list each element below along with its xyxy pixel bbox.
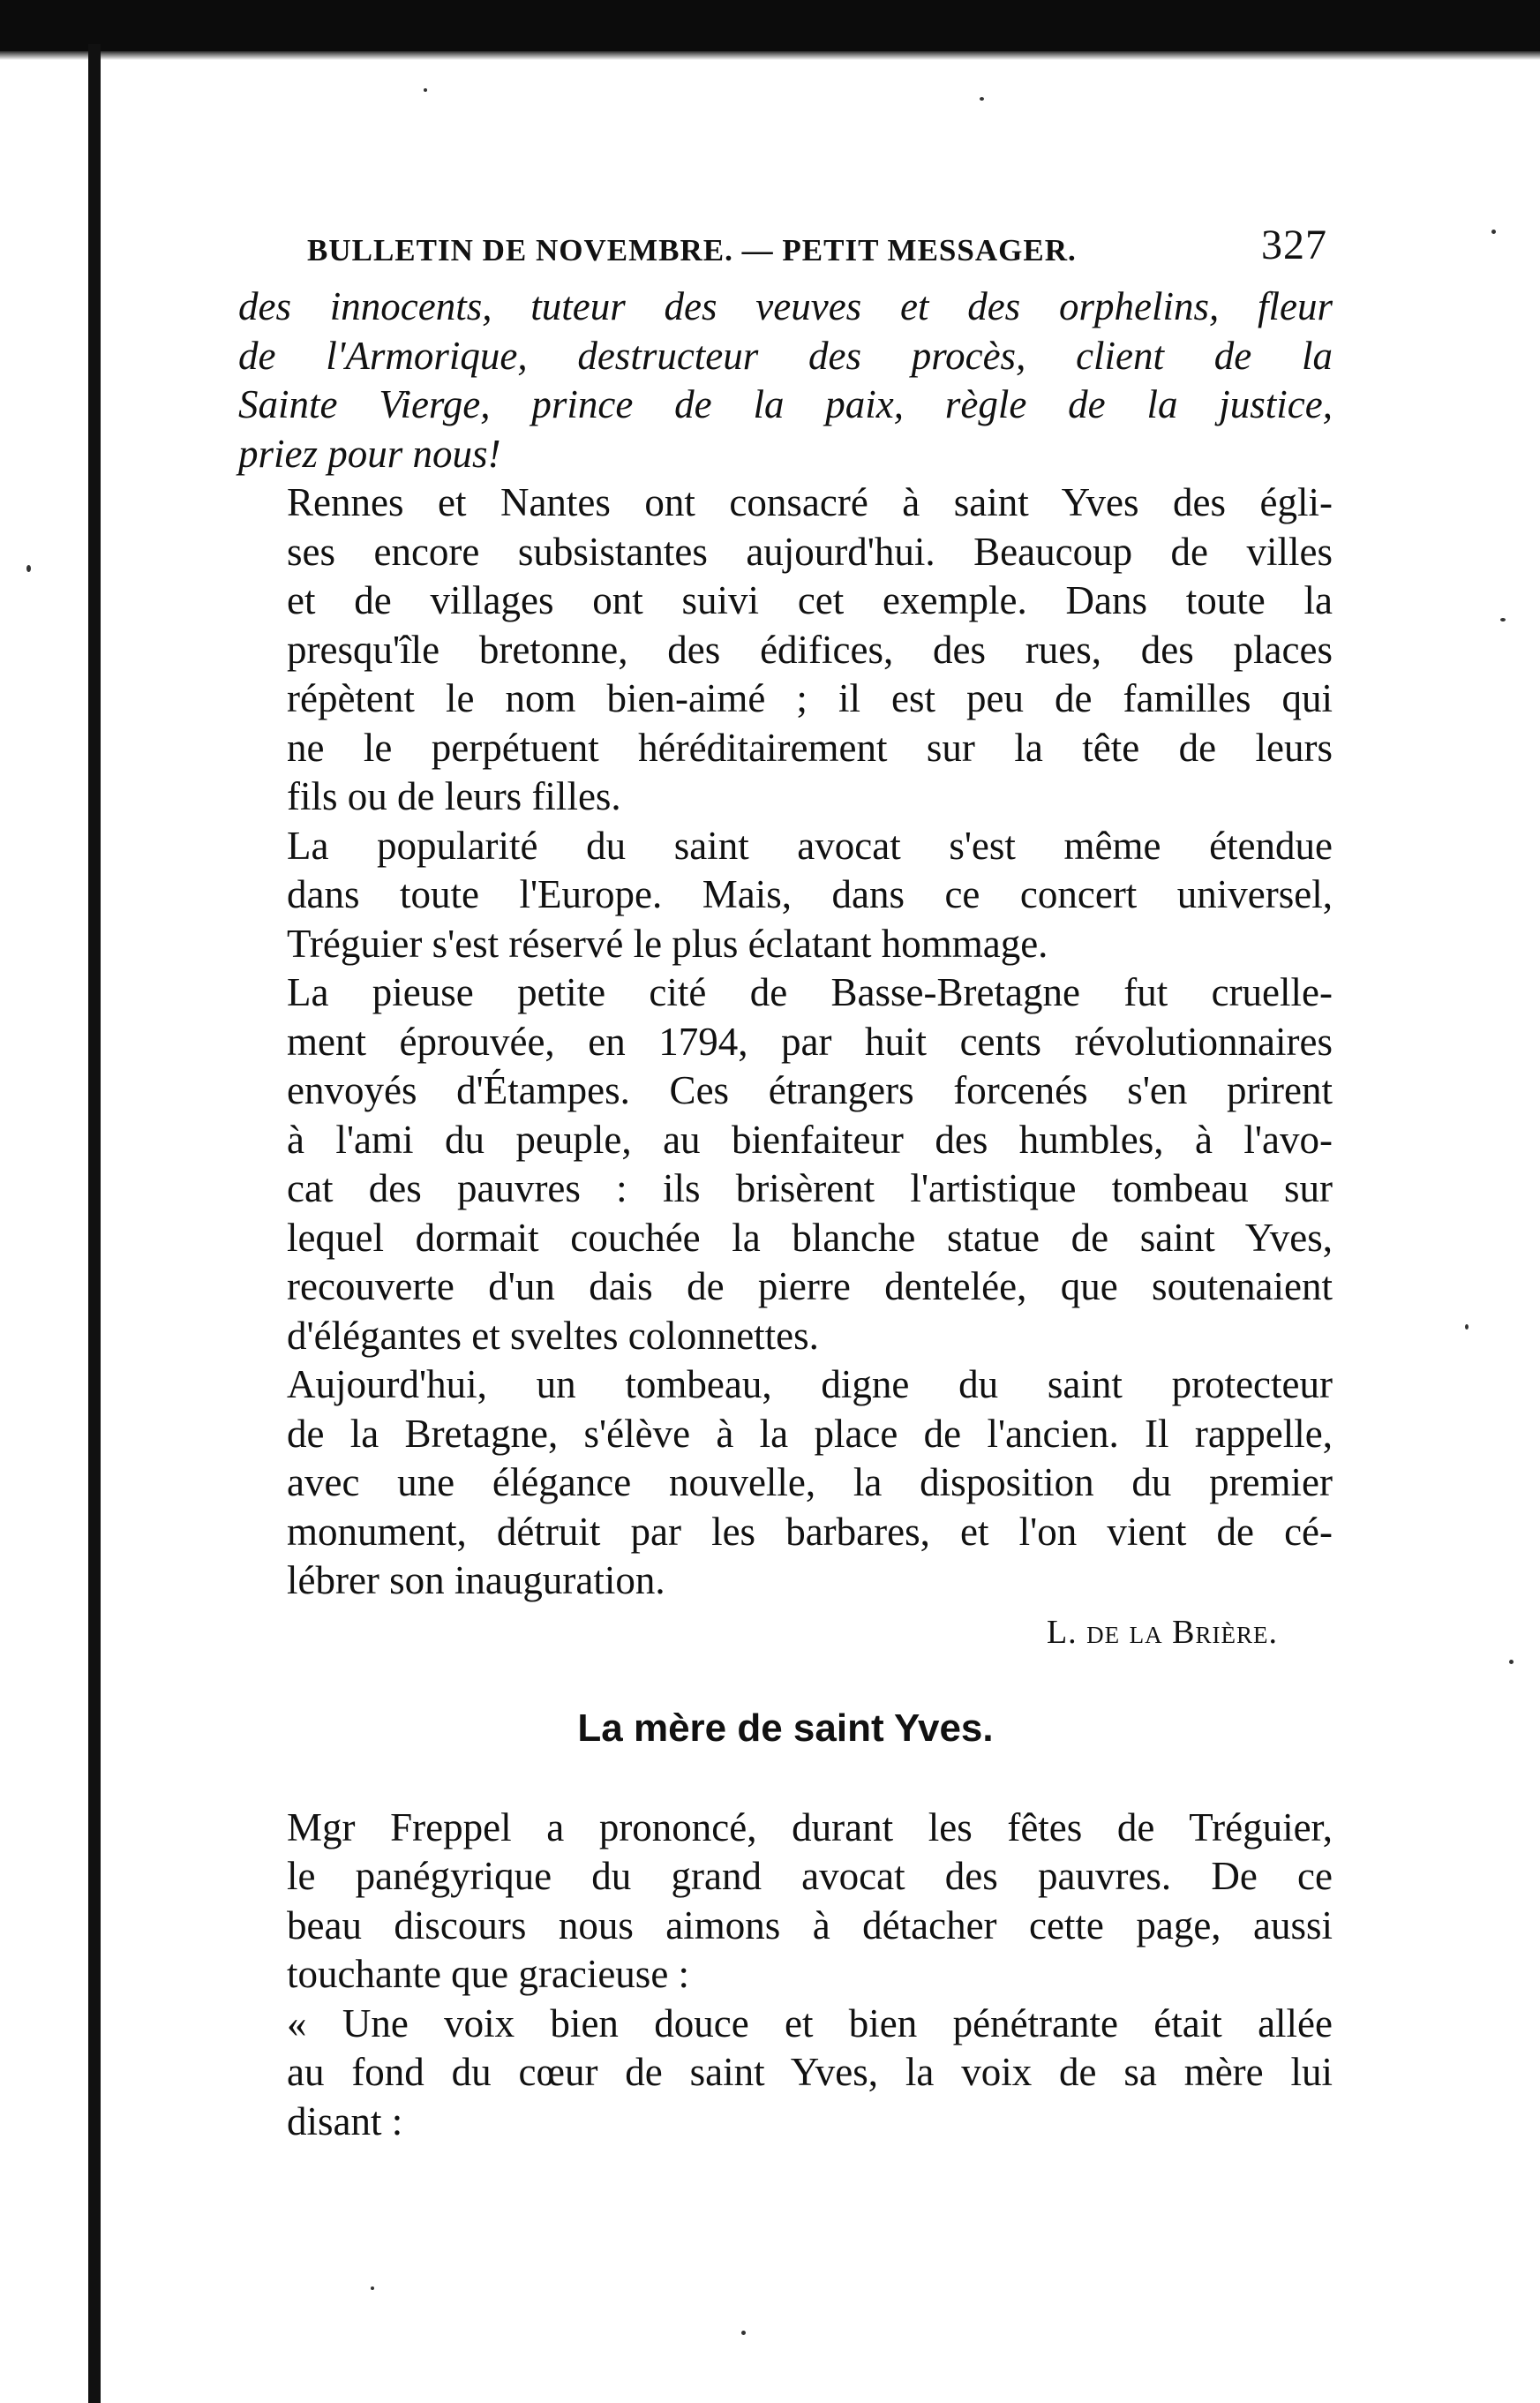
author-signature: L. de la Brière. (1046, 1613, 1278, 1651)
section-body (238, 1804, 1333, 2147)
text-line: Rennes et Nantes ont consacré à saint Yves des égli- (287, 480, 1333, 524)
scan-speck (1509, 1660, 1514, 1664)
scan-speck (1491, 230, 1496, 234)
section-title: La mère de saint Yves. (577, 1706, 994, 1750)
text-line: beau discours nous aimons à détacher cette page, aussi (287, 1902, 1333, 1947)
text-line: et de villages ont suivi cet exemple. Dans toute la (287, 578, 1333, 622)
text-line: lébrer son inauguration. (287, 1558, 665, 1602)
text-line: au fond du cœur de saint Yves, la voix de sa mère lui (287, 2050, 1333, 2094)
text-line: des innocents, tuteur des veuves et des orphelins, fleur (238, 284, 1333, 328)
text-line: à l'ami du peuple, au bienfaiteur des humbles, à l'avo- (287, 1117, 1333, 1162)
text-line: dans toute l'Europe. Mais, dans ce concert universel, (287, 872, 1333, 916)
text-line: priez pour nous! (238, 431, 501, 476)
paragraph (238, 2000, 1333, 2147)
scan-left-border (88, 44, 101, 2403)
text-line: Tréguier s'est réservé le plus éclatant hommage. (287, 921, 1048, 966)
text-line: le panégyrique du grand avocat des pauvres. De ce (287, 1854, 1333, 1898)
text-line: La pieuse petite cité de Basse-Bretagne fut cruelle- (287, 970, 1333, 1014)
scan-speck (424, 88, 427, 92)
text-line: ne le perpétuent héréditairement sur la tête de leurs (287, 725, 1333, 770)
text-line: d'élégantes et sveltes colonnettes. (287, 1313, 819, 1358)
paragraph (238, 968, 1333, 1360)
paragraph (238, 822, 1333, 969)
text-line: de l'Armorique, destructeur des procès, client de la (238, 333, 1333, 378)
running-head (238, 221, 1333, 282)
text-line: monument, détruit par les barbares, et l'on vient de cé- (287, 1509, 1333, 1554)
text-line: répètent le nom bien-aimé ; il est peu de familles qui (287, 676, 1333, 720)
text-line: Sainte Vierge, prince de la paix, règle de la justice, (238, 382, 1333, 426)
scan-speck (1500, 618, 1506, 621)
scan-speck (1465, 1324, 1469, 1330)
scan-top-border (0, 0, 1540, 51)
book-page (238, 221, 1333, 2146)
text-line: lequel dormait couchée la blanche statue de saint Yves, (287, 1215, 1333, 1260)
text-line: envoyés d'Étampes. Ces étrangers forcenés s'en prirent (287, 1068, 1333, 1112)
text-line: « Une voix bien douce et bien pénétrante était allée (287, 2000, 1333, 2045)
paragraph (238, 1804, 1333, 2000)
running-head-title: BULLETIN DE NOVEMBRE. — PETIT MESSAGER. (307, 233, 1077, 267)
paragraph (238, 1360, 1333, 1606)
paragraph (238, 478, 1333, 822)
text-line: La popularité du saint avocat s'est même étendue (287, 823, 1333, 868)
text-line: recouverte d'un dais de pierre dentelée, que soutenaient (287, 1264, 1333, 1308)
text-line: disant : (287, 2098, 403, 2143)
text-line: ses encore subsistantes aujourd'hui. Beaucoup de villes (287, 529, 1333, 574)
article-body (238, 282, 1333, 1606)
paragraph (238, 282, 1333, 478)
scan-speck (741, 2331, 746, 2335)
scan-speck (26, 565, 31, 572)
text-line: touchante que gracieuse : (287, 1952, 690, 1996)
text-line: Mgr Freppel a prononcé, durant les fêtes de Tréguier, (287, 1804, 1333, 1849)
text-line: presqu'île bretonne, des édifices, des rues, des places (287, 627, 1333, 672)
text-line: fils ou de leurs filles. (287, 774, 621, 818)
scan-speck (980, 97, 984, 101)
text-line: avec une élégance nouvelle, la disposition du premier (287, 1460, 1333, 1504)
scan-speck (371, 2286, 374, 2290)
text-line: de la Bretagne, s'élève à la place de l'ancien. Il rappelle, (287, 1411, 1333, 1456)
text-line: cat des pauvres : ils brisèrent l'artistique tombeau sur (287, 1166, 1333, 1210)
text-line: Aujourd'hui, un tombeau, digne du saint protecteur (287, 1362, 1333, 1406)
text-line: ment éprouvée, en 1794, par huit cents révolutionnaires (287, 1019, 1333, 1064)
page-number: 327 (1261, 222, 1327, 268)
